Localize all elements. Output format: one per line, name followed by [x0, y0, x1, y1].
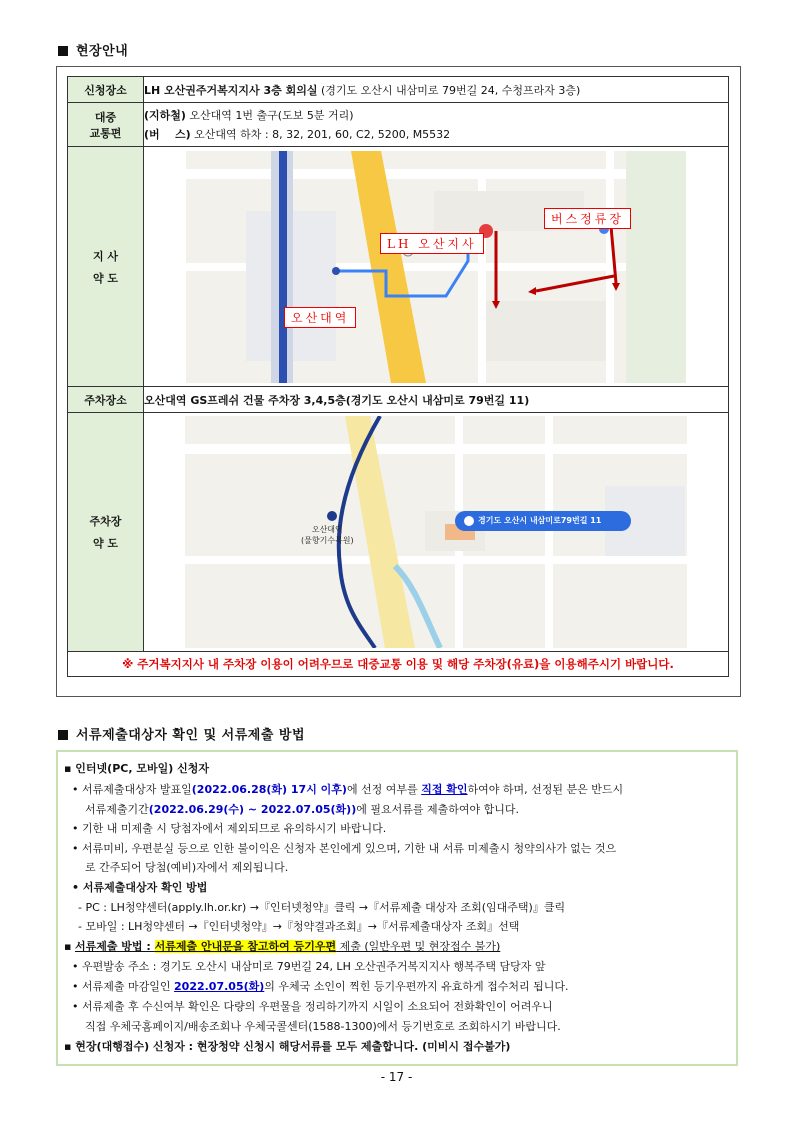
- disadvantage-line-2: 로 간주되어 당첨(예비)자에서 제외됩니다.: [85, 861, 289, 874]
- parking-warning: ※ 주거복지지사 내 주차장 이용이 어려우므로 대중교통 이용 및 해당 주차장(유료)을 이용해주시기 바랍니다.: [68, 652, 729, 677]
- parking-map-cell: [144, 413, 729, 652]
- check-method-mobile: - 모바일 : LH청약센터 →『인터넷청약』→『청약결과조회』→『서류제출대상자 조회』선택: [78, 920, 520, 933]
- check-method-pc: - PC : LH청약센터(apply.lh.or.kr) →『인터넷청약』클릭 →『서류제출 대상자 조회(임대주택)』클릭: [78, 901, 566, 914]
- venue-label: 신청장소: [68, 77, 144, 103]
- branch-map-label: 지 사 약 도: [68, 147, 144, 387]
- transit-value: (지하철) 오산대역 1번 출구(도보 5분 거리) (버 스) 오산대역 하차 : 8, 32, 201, 60, C2, 5200, M5532: [144, 103, 729, 147]
- branch-map: [186, 151, 686, 383]
- page-number: - 17 -: [380, 1070, 413, 1084]
- branch-annotation: LH 오산지사: [380, 233, 484, 254]
- station-annotation: 오산대역: [284, 307, 356, 328]
- square-bullet-icon: [58, 730, 68, 740]
- receipt-check-line-2: 직접 우체국홈페이지/배송조회나 우체국콜센터(1588-1300)에서 등기번호로 조회하시기 바랍니다.: [85, 1020, 561, 1033]
- parking-value: 오산대역 GS프레쉬 건물 주차장 3,4,5층(경기도 오산시 내삼미로 79번길 11): [144, 387, 729, 413]
- parking-map: [185, 416, 687, 648]
- receipt-check-line-1: • 서류제출 후 수신여부 확인은 다량의 우편물을 정리하기까지 시일이 소요되어 전화확인이 어려우니: [72, 1000, 553, 1013]
- announce-line-2: 서류제출기간(2022.06.29(수) ~ 2022.07.05(화))에 필요서류를 제출하여야 합니다.: [85, 803, 519, 816]
- parking-map-label: 주차장 약 도: [68, 413, 144, 652]
- parking-address-pin: 경기도 오산시 내삼미로79번길 11: [478, 516, 602, 525]
- branch-map-image: [186, 151, 686, 383]
- mail-address: • 우편발송 주소 : 경기도 오산시 내삼미로 79번길 24, LH 오산권주거복지지사 행복주택 담당자 앞: [72, 960, 546, 973]
- bus-stop-annotation: 버스정류장: [544, 208, 631, 229]
- mail-deadline: • 서류제출 마감일인 2022.07.05(화)의 우체국 소인이 찍힌 등기우편까지 유효하게 접수처리 됩니다.: [72, 980, 569, 993]
- submission-method: ▪ 서류제출 방법 : 서류제출 안내문을 참고하여 등기우편 제출 (일반우편 및 현장접수 불가): [64, 940, 501, 953]
- parking-map-image: [185, 416, 687, 648]
- deadline-warning: • 기한 내 미제출 시 당첨자에서 제외되므로 유의하시기 바랍니다.: [72, 822, 387, 835]
- branch-map-cell: [144, 147, 729, 387]
- venue-value: LH 오산권주거복지지사 3층 회의실 (경기도 오산시 내삼미로 79번길 24, 수청프라자 3층): [144, 77, 729, 103]
- transit-label: 대중 교통편: [68, 103, 144, 147]
- section-title-documents: 서류제출대상자 확인 및 서류제출 방법: [58, 724, 305, 743]
- section-title-site: 현장안내: [58, 40, 128, 59]
- site-info-table: [67, 76, 729, 677]
- internet-applicants-heading: ▪ 인터넷(PC, 모바일) 신청자: [64, 762, 209, 775]
- parking-station-label: 오산대역 (물향기수목원): [301, 525, 354, 545]
- square-bullet-icon: [58, 46, 68, 56]
- announce-line-1: • 서류제출대상자 발표일(2022.06.28(화) 17시 이후)에 선정 여부를 직접 확인하여야 하며, 선정된 분은 반드시: [72, 783, 624, 796]
- parking-label: 주차장소: [68, 387, 144, 413]
- check-method-heading: • 서류제출대상자 확인 방법: [72, 881, 208, 894]
- disadvantage-line-1: • 서류미비, 우편분실 등으로 인한 불이익은 신청자 본인에게 있으며, 기한 내 서류 미제출시 청약의사가 없는 것으: [72, 842, 617, 855]
- onsite-applicants: ▪ 현장(대행접수) 신청자 : 현장청약 신청시 해당서류를 모두 제출합니다. (미비시 접수불가): [64, 1040, 511, 1053]
